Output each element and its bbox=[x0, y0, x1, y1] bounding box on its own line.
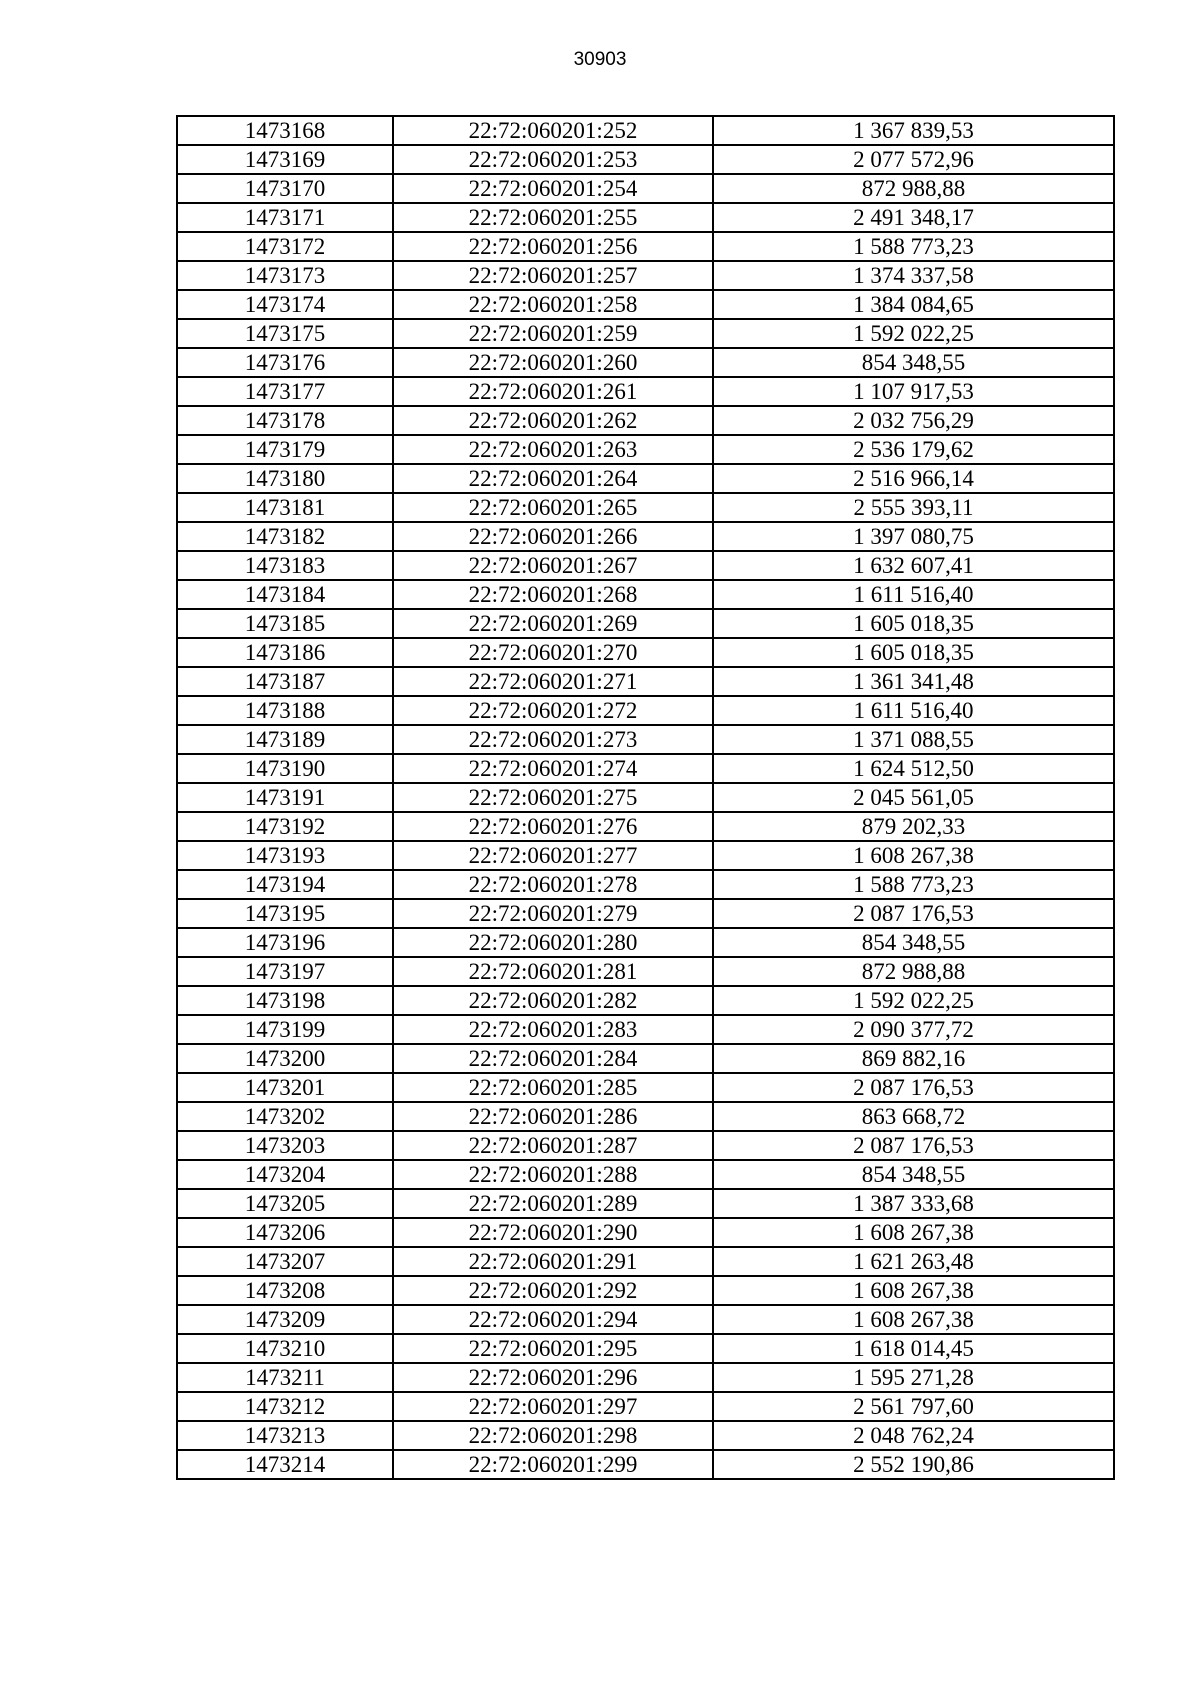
cadastral-number-cell: 22:72:060201:276 bbox=[393, 812, 713, 841]
cadastral-number-cell: 22:72:060201:265 bbox=[393, 493, 713, 522]
row-number-cell: 1473171 bbox=[177, 203, 393, 232]
row-number-cell: 1473197 bbox=[177, 957, 393, 986]
row-number-cell: 1473198 bbox=[177, 986, 393, 1015]
table-row bbox=[177, 1160, 1114, 1189]
cadastral-value-cell: 1 605 018,35 bbox=[713, 609, 1114, 638]
cadastral-number-cell: 22:72:060201:274 bbox=[393, 754, 713, 783]
row-number-cell: 1473203 bbox=[177, 1131, 393, 1160]
table-row bbox=[177, 406, 1114, 435]
row-number-cell: 1473201 bbox=[177, 1073, 393, 1102]
cadastral-value-cell: 1 611 516,40 bbox=[713, 696, 1114, 725]
table-row bbox=[177, 261, 1114, 290]
cadastral-value-cell: 872 988,88 bbox=[713, 174, 1114, 203]
row-number-cell: 1473176 bbox=[177, 348, 393, 377]
cadastral-number-cell: 22:72:060201:259 bbox=[393, 319, 713, 348]
cadastral-value-cell: 1 608 267,38 bbox=[713, 1305, 1114, 1334]
cadastral-value-cell: 2 536 179,62 bbox=[713, 435, 1114, 464]
cadastral-number-cell: 22:72:060201:281 bbox=[393, 957, 713, 986]
cadastral-number-cell: 22:72:060201:298 bbox=[393, 1421, 713, 1450]
table-row bbox=[177, 841, 1114, 870]
row-number-cell: 1473170 bbox=[177, 174, 393, 203]
cadastral-value-cell: 1 371 088,55 bbox=[713, 725, 1114, 754]
row-number-cell: 1473175 bbox=[177, 319, 393, 348]
table-row bbox=[177, 493, 1114, 522]
cadastral-number-cell: 22:72:060201:275 bbox=[393, 783, 713, 812]
table-row bbox=[177, 348, 1114, 377]
cadastral-number-cell: 22:72:060201:277 bbox=[393, 841, 713, 870]
cadastral-number-cell: 22:72:060201:268 bbox=[393, 580, 713, 609]
cadastral-number-cell: 22:72:060201:296 bbox=[393, 1363, 713, 1392]
table-row bbox=[177, 957, 1114, 986]
cadastral-value-cell: 872 988,88 bbox=[713, 957, 1114, 986]
cadastral-value-cell: 1 361 341,48 bbox=[713, 667, 1114, 696]
cadastral-number-cell: 22:72:060201:260 bbox=[393, 348, 713, 377]
table-row bbox=[177, 116, 1114, 145]
cadastral-value-cell: 1 621 263,48 bbox=[713, 1247, 1114, 1276]
row-number-cell: 1473179 bbox=[177, 435, 393, 464]
table-row bbox=[177, 464, 1114, 493]
cadastral-number-cell: 22:72:060201:291 bbox=[393, 1247, 713, 1276]
table-row bbox=[177, 638, 1114, 667]
table-row bbox=[177, 377, 1114, 406]
row-number-cell: 1473182 bbox=[177, 522, 393, 551]
cadastral-number-cell: 22:72:060201:283 bbox=[393, 1015, 713, 1044]
cadastral-number-cell: 22:72:060201:257 bbox=[393, 261, 713, 290]
row-number-cell: 1473192 bbox=[177, 812, 393, 841]
table-row bbox=[177, 1305, 1114, 1334]
cadastral-number-cell: 22:72:060201:267 bbox=[393, 551, 713, 580]
cadastral-value-cell: 1 592 022,25 bbox=[713, 986, 1114, 1015]
table-row bbox=[177, 1334, 1114, 1363]
table-row bbox=[177, 667, 1114, 696]
row-number-cell: 1473168 bbox=[177, 116, 393, 145]
table-row bbox=[177, 1276, 1114, 1305]
cadastral-number-cell: 22:72:060201:252 bbox=[393, 116, 713, 145]
table-row bbox=[177, 522, 1114, 551]
row-number-cell: 1473196 bbox=[177, 928, 393, 957]
table-row bbox=[177, 435, 1114, 464]
row-number-cell: 1473205 bbox=[177, 1189, 393, 1218]
row-number-cell: 1473172 bbox=[177, 232, 393, 261]
table-row bbox=[177, 1044, 1114, 1073]
cadastral-value-cell: 854 348,55 bbox=[713, 348, 1114, 377]
cadastral-number-cell: 22:72:060201:273 bbox=[393, 725, 713, 754]
row-number-cell: 1473194 bbox=[177, 870, 393, 899]
cadastral-number-cell: 22:72:060201:269 bbox=[393, 609, 713, 638]
table-row bbox=[177, 696, 1114, 725]
row-number-cell: 1473210 bbox=[177, 1334, 393, 1363]
cadastral-number-cell: 22:72:060201:254 bbox=[393, 174, 713, 203]
table-row bbox=[177, 290, 1114, 319]
table-row bbox=[177, 899, 1114, 928]
table-row bbox=[177, 145, 1114, 174]
page-number: 30903 bbox=[573, 49, 627, 70]
cadastral-value-cell: 1 367 839,53 bbox=[713, 116, 1114, 145]
table-row bbox=[177, 986, 1114, 1015]
row-number-cell: 1473207 bbox=[177, 1247, 393, 1276]
cadastral-number-cell: 22:72:060201:253 bbox=[393, 145, 713, 174]
table-row bbox=[177, 174, 1114, 203]
cadastral-value-cell: 2 552 190,86 bbox=[713, 1450, 1114, 1479]
table-row bbox=[177, 1102, 1114, 1131]
table-row bbox=[177, 1189, 1114, 1218]
cadastral-value-cell: 863 668,72 bbox=[713, 1102, 1114, 1131]
table-row bbox=[177, 754, 1114, 783]
cadastral-value-cell: 2 045 561,05 bbox=[713, 783, 1114, 812]
row-number-cell: 1473209 bbox=[177, 1305, 393, 1334]
cadastral-value-cell: 1 588 773,23 bbox=[713, 232, 1114, 261]
table-body bbox=[177, 116, 1114, 1479]
cadastral-number-cell: 22:72:060201:266 bbox=[393, 522, 713, 551]
cadastral-value-cell: 1 624 512,50 bbox=[713, 754, 1114, 783]
row-number-cell: 1473180 bbox=[177, 464, 393, 493]
table-row bbox=[177, 1015, 1114, 1044]
cadastral-number-cell: 22:72:060201:278 bbox=[393, 870, 713, 899]
cadastral-number-cell: 22:72:060201:263 bbox=[393, 435, 713, 464]
cadastral-number-cell: 22:72:060201:286 bbox=[393, 1102, 713, 1131]
row-number-cell: 1473212 bbox=[177, 1392, 393, 1421]
row-number-cell: 1473189 bbox=[177, 725, 393, 754]
table-row bbox=[177, 232, 1114, 261]
table-row bbox=[177, 1247, 1114, 1276]
cadastral-value-cell: 1 588 773,23 bbox=[713, 870, 1114, 899]
row-number-cell: 1473190 bbox=[177, 754, 393, 783]
cadastral-number-cell: 22:72:060201:272 bbox=[393, 696, 713, 725]
row-number-cell: 1473183 bbox=[177, 551, 393, 580]
cadastral-value-cell: 1 608 267,38 bbox=[713, 1276, 1114, 1305]
table-row bbox=[177, 870, 1114, 899]
table-row bbox=[177, 609, 1114, 638]
cadastral-number-cell: 22:72:060201:258 bbox=[393, 290, 713, 319]
cadastral-number-cell: 22:72:060201:290 bbox=[393, 1218, 713, 1247]
table-row bbox=[177, 1218, 1114, 1247]
cadastral-value-cell: 1 618 014,45 bbox=[713, 1334, 1114, 1363]
cadastral-number-cell: 22:72:060201:284 bbox=[393, 1044, 713, 1073]
cadastral-number-cell: 22:72:060201:279 bbox=[393, 899, 713, 928]
cadastral-value-cell: 2 516 966,14 bbox=[713, 464, 1114, 493]
cadastral-value-cell: 1 592 022,25 bbox=[713, 319, 1114, 348]
table-row bbox=[177, 551, 1114, 580]
cadastral-number-cell: 22:72:060201:280 bbox=[393, 928, 713, 957]
cadastral-value-cell: 869 882,16 bbox=[713, 1044, 1114, 1073]
cadastral-value-cell: 2 087 176,53 bbox=[713, 1131, 1114, 1160]
cadastral-value-cell: 879 202,33 bbox=[713, 812, 1114, 841]
cadastral-value-cell: 1 608 267,38 bbox=[713, 1218, 1114, 1247]
cadastral-value-cell: 1 595 271,28 bbox=[713, 1363, 1114, 1392]
cadastral-value-table bbox=[176, 115, 1115, 1480]
cadastral-number-cell: 22:72:060201:285 bbox=[393, 1073, 713, 1102]
table-row bbox=[177, 580, 1114, 609]
row-number-cell: 1473202 bbox=[177, 1102, 393, 1131]
cadastral-value-cell: 1 605 018,35 bbox=[713, 638, 1114, 667]
table-row bbox=[177, 928, 1114, 957]
row-number-cell: 1473181 bbox=[177, 493, 393, 522]
cadastral-value-cell: 1 608 267,38 bbox=[713, 841, 1114, 870]
row-number-cell: 1473169 bbox=[177, 145, 393, 174]
row-number-cell: 1473195 bbox=[177, 899, 393, 928]
row-number-cell: 1473187 bbox=[177, 667, 393, 696]
row-number-cell: 1473191 bbox=[177, 783, 393, 812]
row-number-cell: 1473211 bbox=[177, 1363, 393, 1392]
cadastral-value-cell: 2 077 572,96 bbox=[713, 145, 1114, 174]
row-number-cell: 1473178 bbox=[177, 406, 393, 435]
cadastral-value-cell: 1 374 337,58 bbox=[713, 261, 1114, 290]
table-row bbox=[177, 1363, 1114, 1392]
cadastral-number-cell: 22:72:060201:297 bbox=[393, 1392, 713, 1421]
row-number-cell: 1473186 bbox=[177, 638, 393, 667]
cadastral-number-cell: 22:72:060201:256 bbox=[393, 232, 713, 261]
table-row bbox=[177, 203, 1114, 232]
table-row bbox=[177, 783, 1114, 812]
cadastral-value-cell: 2 087 176,53 bbox=[713, 899, 1114, 928]
cadastral-value-cell: 1 632 607,41 bbox=[713, 551, 1114, 580]
cadastral-value-cell: 1 611 516,40 bbox=[713, 580, 1114, 609]
row-number-cell: 1473185 bbox=[177, 609, 393, 638]
table-row bbox=[177, 812, 1114, 841]
cadastral-number-cell: 22:72:060201:262 bbox=[393, 406, 713, 435]
cadastral-value-cell: 2 048 762,24 bbox=[713, 1421, 1114, 1450]
row-number-cell: 1473177 bbox=[177, 377, 393, 406]
cadastral-number-cell: 22:72:060201:255 bbox=[393, 203, 713, 232]
cadastral-value-cell: 854 348,55 bbox=[713, 928, 1114, 957]
cadastral-number-cell: 22:72:060201:295 bbox=[393, 1334, 713, 1363]
cadastral-value-cell: 2 491 348,17 bbox=[713, 203, 1114, 232]
cadastral-value-cell: 1 397 080,75 bbox=[713, 522, 1114, 551]
row-number-cell: 1473214 bbox=[177, 1450, 393, 1479]
row-number-cell: 1473213 bbox=[177, 1421, 393, 1450]
row-number-cell: 1473173 bbox=[177, 261, 393, 290]
cadastral-number-cell: 22:72:060201:294 bbox=[393, 1305, 713, 1334]
cadastral-number-cell: 22:72:060201:292 bbox=[393, 1276, 713, 1305]
cadastral-number-cell: 22:72:060201:299 bbox=[393, 1450, 713, 1479]
cadastral-value-cell: 2 555 393,11 bbox=[713, 493, 1114, 522]
cadastral-number-cell: 22:72:060201:264 bbox=[393, 464, 713, 493]
table-row bbox=[177, 1131, 1114, 1160]
row-number-cell: 1473193 bbox=[177, 841, 393, 870]
row-number-cell: 1473174 bbox=[177, 290, 393, 319]
table-row bbox=[177, 1392, 1114, 1421]
cadastral-value-cell: 2 090 377,72 bbox=[713, 1015, 1114, 1044]
table-row bbox=[177, 1450, 1114, 1479]
cadastral-value-cell: 2 561 797,60 bbox=[713, 1392, 1114, 1421]
cadastral-number-cell: 22:72:060201:288 bbox=[393, 1160, 713, 1189]
cadastral-value-cell: 1 384 084,65 bbox=[713, 290, 1114, 319]
cadastral-number-cell: 22:72:060201:261 bbox=[393, 377, 713, 406]
cadastral-number-cell: 22:72:060201:287 bbox=[393, 1131, 713, 1160]
table-row bbox=[177, 1421, 1114, 1450]
cadastral-number-cell: 22:72:060201:289 bbox=[393, 1189, 713, 1218]
cadastral-number-cell: 22:72:060201:282 bbox=[393, 986, 713, 1015]
row-number-cell: 1473204 bbox=[177, 1160, 393, 1189]
cadastral-value-cell: 2 032 756,29 bbox=[713, 406, 1114, 435]
table-row bbox=[177, 725, 1114, 754]
table-row bbox=[177, 319, 1114, 348]
row-number-cell: 1473208 bbox=[177, 1276, 393, 1305]
cadastral-value-cell: 1 107 917,53 bbox=[713, 377, 1114, 406]
row-number-cell: 1473199 bbox=[177, 1015, 393, 1044]
row-number-cell: 1473200 bbox=[177, 1044, 393, 1073]
table-row bbox=[177, 1073, 1114, 1102]
cadastral-value-cell: 1 387 333,68 bbox=[713, 1189, 1114, 1218]
row-number-cell: 1473206 bbox=[177, 1218, 393, 1247]
cadastral-number-cell: 22:72:060201:270 bbox=[393, 638, 713, 667]
cadastral-value-cell: 2 087 176,53 bbox=[713, 1073, 1114, 1102]
row-number-cell: 1473184 bbox=[177, 580, 393, 609]
row-number-cell: 1473188 bbox=[177, 696, 393, 725]
cadastral-number-cell: 22:72:060201:271 bbox=[393, 667, 713, 696]
cadastral-value-cell: 854 348,55 bbox=[713, 1160, 1114, 1189]
